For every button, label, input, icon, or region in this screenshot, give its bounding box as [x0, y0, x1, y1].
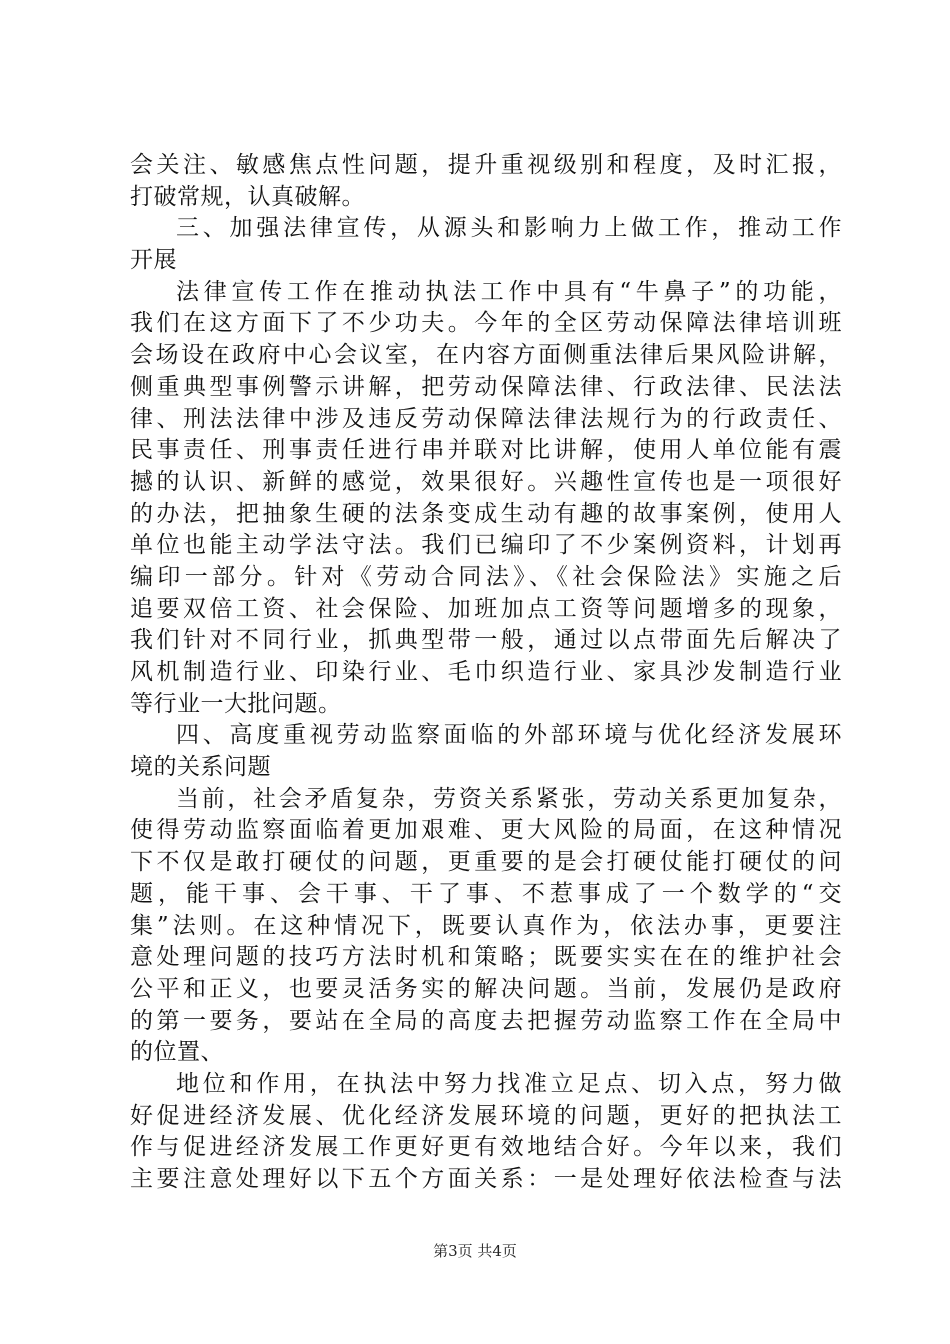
text-line: 编印一部分。针对《劳动合同法》、《社会保险法》实施之后: [130, 563, 842, 590]
document-body: [130, 150, 842, 1196]
text-line: 的办法，把抽象生硬的法条变成生动有趣的故事案例，使用人: [130, 500, 842, 527]
text-line: 等行业一大批问题。: [130, 690, 342, 717]
text-line: 开展: [130, 247, 177, 274]
text-line: 题，能干事、会干事、干了事、不惹事成了一个数学的“交: [130, 880, 842, 907]
text-line: 三、加强法律宣传，从源头和影响力上做工作，推动工作: [176, 215, 842, 242]
text-line: 集”法则。在这种情况下，既要认真作为，依法办事，更要注: [130, 912, 842, 939]
text-line: 的第一要务，要站在全局的高度去把握劳动监察工作在全局中: [130, 1007, 842, 1034]
text-line: 意处理问题的技巧方法时机和策略；既要实实在在的维护社会: [130, 944, 842, 971]
text-line: 追要双倍工资、社会保险、加班加点工资等问题增多的现象，: [130, 595, 842, 622]
text-line: 好促进经济发展、优化经济发展环境的问题，更好的把执法工: [130, 1102, 842, 1129]
text-line: 的位置、: [130, 1039, 224, 1066]
text-line: 打破常规，认真破解。: [130, 183, 365, 210]
text-line: 作与促进经济发展工作更好更有效地结合好。今年以来，我们: [130, 1134, 842, 1161]
text-line: 当前，社会矛盾复杂，劳资关系紧张，劳动关系更加复杂，: [176, 785, 842, 812]
text-line: 撼的认识、新鲜的感觉，效果很好。兴趣性宣传也是一项很好: [130, 468, 842, 495]
text-line: 境的关系问题: [130, 754, 271, 781]
text-line: 风机制造行业、印染行业、毛巾织造行业、家具沙发制造行业: [130, 659, 842, 685]
text-line: 单位也能主动学法守法。我们已编印了不少案例资料，计划再: [130, 532, 842, 559]
text-line: 民事责任、刑事责任进行串并联对比讲解，使用人单位能有震: [130, 437, 842, 464]
text-line: 公平和正义，也要灵活务实的解决问题。当前，发展仍是政府: [130, 975, 842, 1002]
text-line: 我们针对不同行业，抓典型带一般，通过以点带面先后解决了: [130, 627, 842, 654]
text-line: 会关注、敏感焦点性问题，提升重视级别和程度，及时汇报，: [130, 152, 842, 178]
text-line: 侧重典型事例警示讲解，把劳动保障法律、行政法律、民法法: [130, 373, 842, 400]
text-line: 律、刑法法律中涉及违反劳动保障法律法规行为的行政责任、: [130, 405, 842, 432]
text-line: 法律宣传工作在推动执法工作中具有“牛鼻子”的功能，: [176, 278, 842, 305]
text-line: 主要注意处理好以下五个方面关系：一是处理好依法检查与法: [130, 1166, 842, 1192]
text-line: 会场设在政府中心会议室，在内容方面侧重法律后果风险讲解，: [130, 342, 842, 369]
text-line: 四、高度重视劳动监察面临的外部环境与优化经济发展环: [176, 722, 842, 749]
text-line: 地位和作用，在执法中努力找准立足点、切入点，努力做: [176, 1070, 842, 1097]
text-line: 下不仅是敢打硬仗的问题，更重要的是会打硬仗能打硬仗的问: [130, 849, 842, 876]
page-footer: 第3页 共4页: [433, 1242, 517, 1260]
text-line: 使得劳动监察面临着更加艰难、更大风险的局面，在这种情况: [130, 817, 842, 844]
text-line: 我们在这方面下了不少功夫。今年的全区劳动保障法律培训班: [130, 310, 842, 337]
